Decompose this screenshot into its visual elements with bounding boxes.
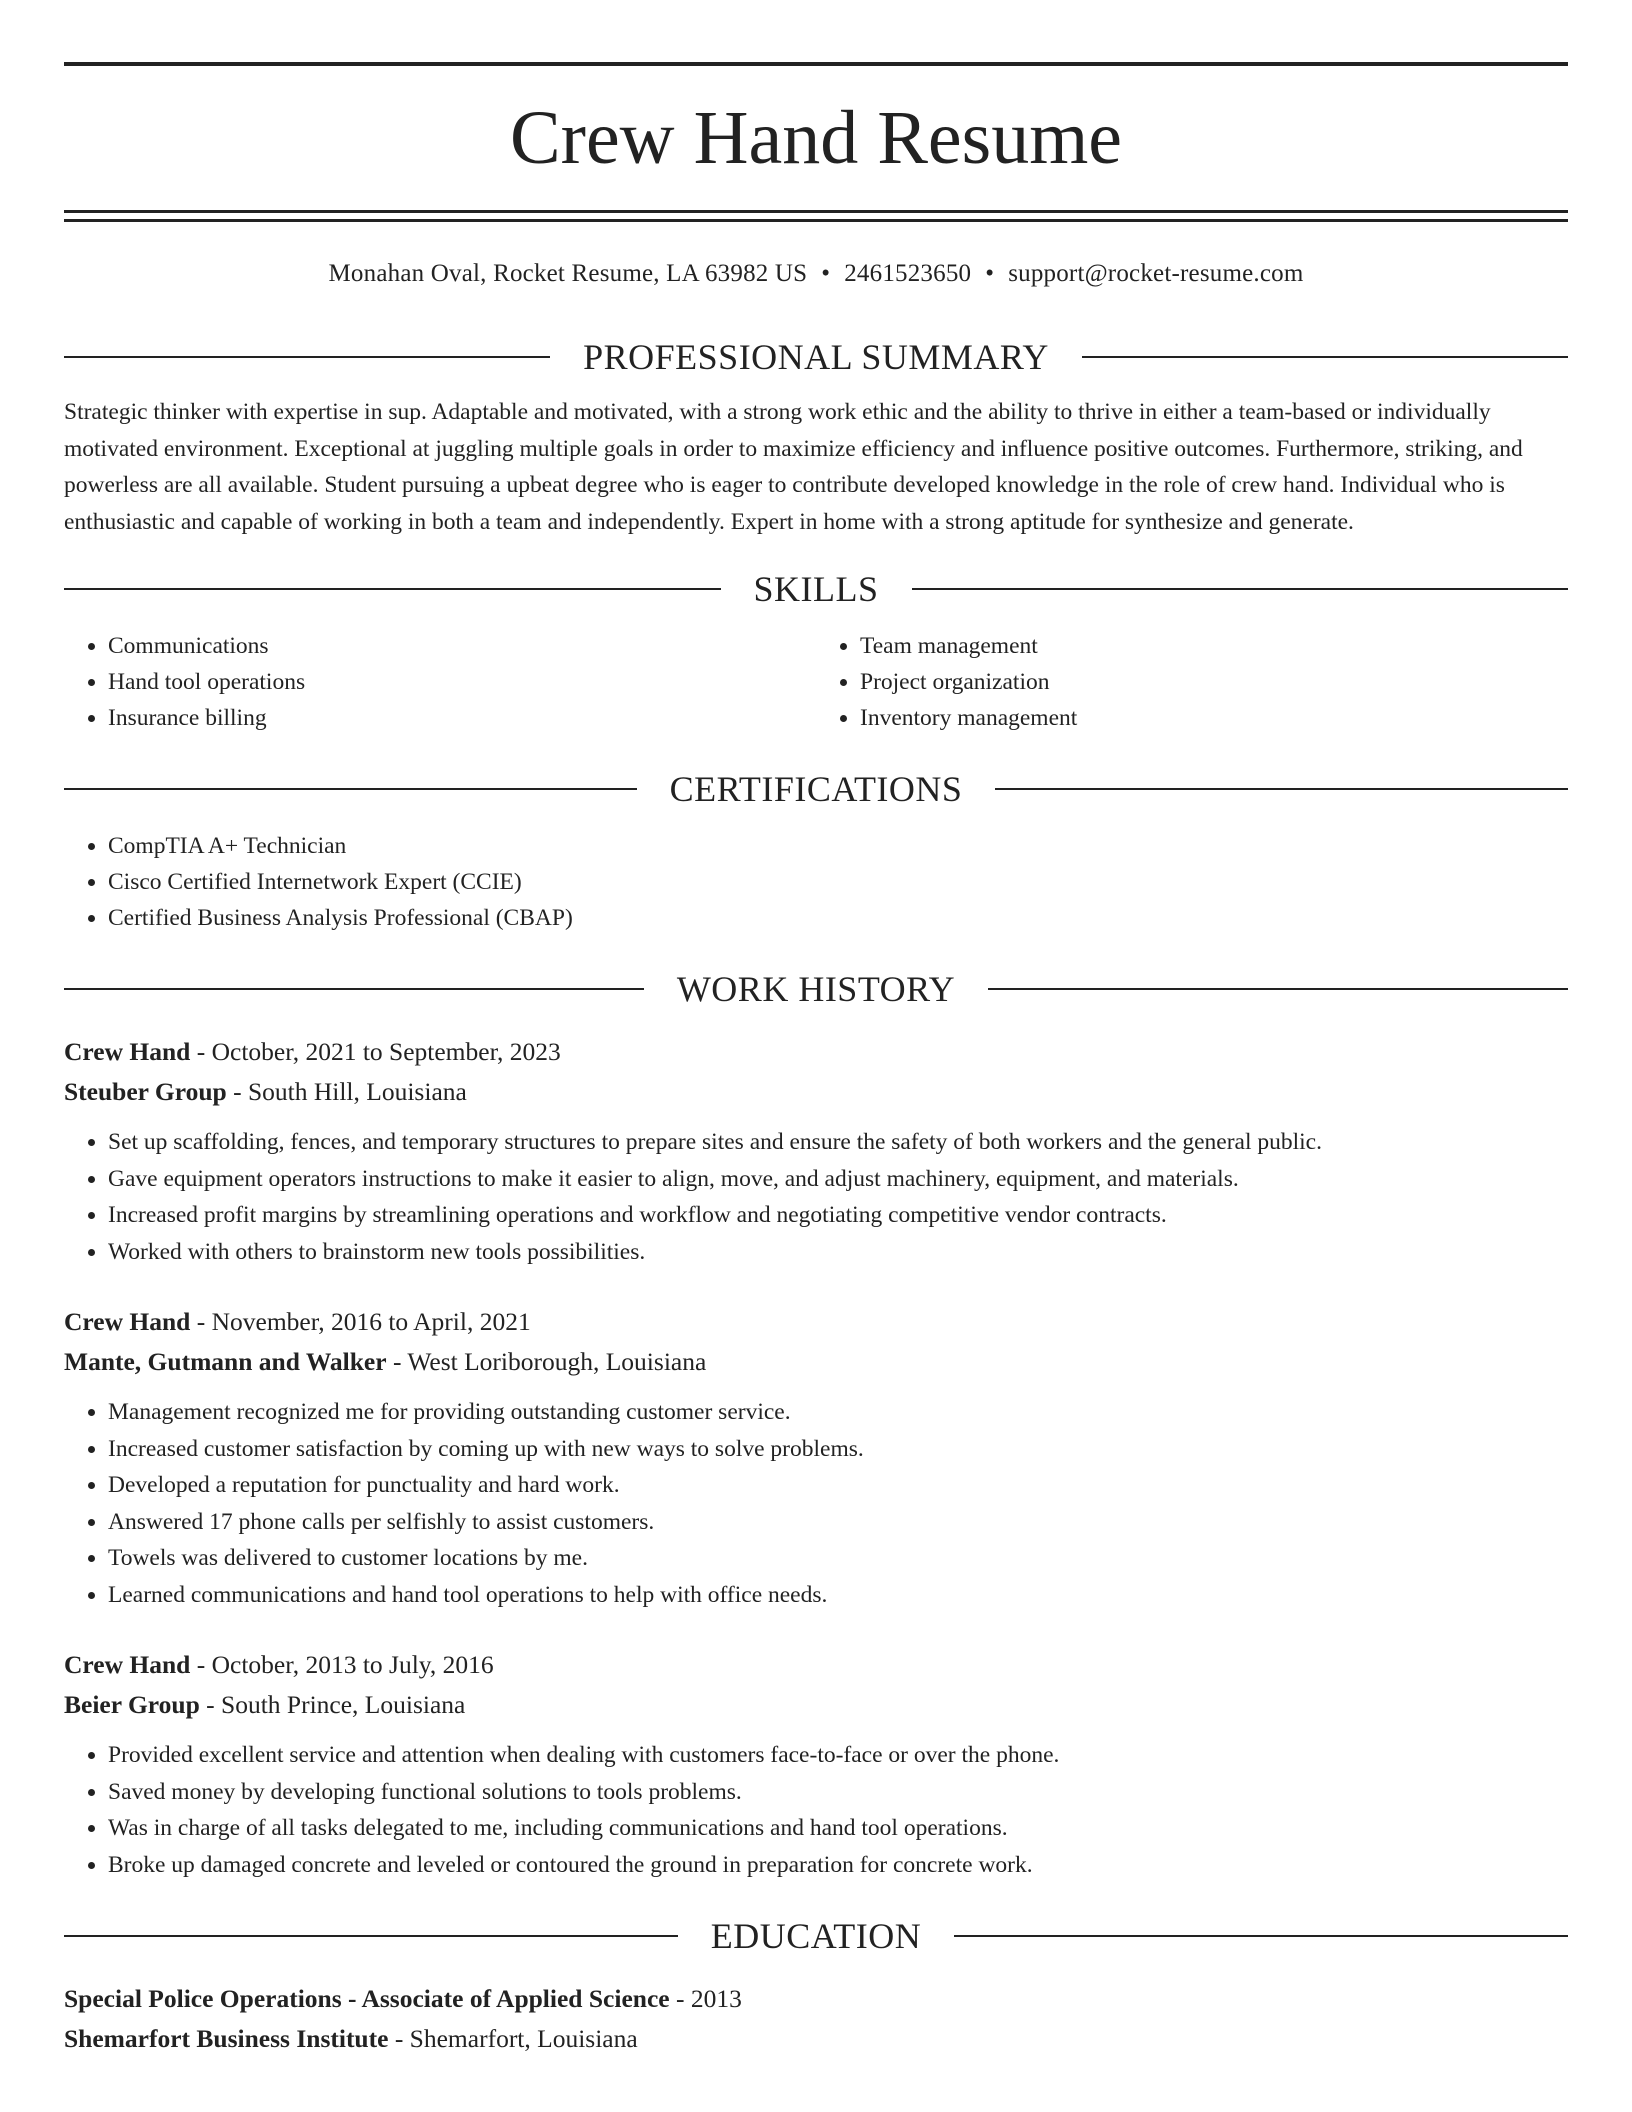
job-duty: • Gave equipment operators instructions to make it easier to align, move, and adjust machinery, equipment, and materials. — [108, 1161, 1568, 1198]
education-year: - 2013 — [669, 1984, 742, 2013]
summary-heading: PROFESSIONAL SUMMARY — [583, 337, 1049, 377]
skill-item: • Communications — [108, 628, 816, 664]
job-duty: • Management recognized me for providing outstanding customer service. — [108, 1394, 1568, 1431]
summary-section-header — [64, 332, 1568, 382]
resume-page — [64, 0, 1568, 2059]
education-entry — [64, 1979, 1568, 2059]
section-rule — [912, 588, 1569, 590]
education-section-header — [64, 1911, 1568, 1961]
education-school: Shemarfort Business Institute — [64, 2024, 389, 2053]
job-dates: - October, 2013 to July, 2016 — [190, 1650, 494, 1679]
job-company-line — [64, 1342, 1568, 1382]
job-duty: • Saved money by developing functional solutions to tools problems. — [108, 1774, 1568, 1811]
job-location: - West Loriborough, Louisiana — [386, 1347, 707, 1376]
job-company: Mante, Gutmann and Walker — [64, 1347, 387, 1376]
summary-text: Strategic thinker with expertise in sup. Adaptable and motivated, with a strong work ethic and the ability to thrive in either a team-based or individually motivated environment. Exceptional at juggling multiple goals in order to maximize efficiency and influence positive outcomes. Furthermore, striking, and powerless are all available. Student pursuing a upbeat degree who is eager to contribute developed knowledge in the role of crew hand. Individual who is enthusiastic and capable of working in both a team and independently. Expert in home with a strong aptitude for synthesize and generate. — [64, 399, 1523, 535]
certification-item: • Certified Business Analysis Professional (CBAP) — [108, 900, 1568, 936]
education-heading: EDUCATION — [710, 1916, 922, 1956]
job-location: - South Hill, Louisiana — [226, 1077, 467, 1106]
job-title: Crew Hand — [64, 1650, 191, 1679]
education-school-line — [64, 2019, 1568, 2059]
job-duty: • Set up scaffolding, fences, and temporary structures to prepare sites and ensure the safety of both workers and the general public. — [108, 1124, 1568, 1161]
job-duty: • Learned communications and hand tool operations to help with office needs. — [108, 1577, 1568, 1614]
certifications-section-header — [64, 764, 1568, 814]
job-duty: • Provided excellent service and attention when dealing with customers face-to-face or over the phone. — [108, 1737, 1568, 1774]
contact-separator: • — [985, 260, 995, 287]
contact-phone: 2461523650 — [844, 260, 972, 287]
section-rule — [64, 356, 550, 358]
job-duty: • Worked with others to brainstorm new tools possibilities. — [108, 1234, 1568, 1271]
section-rule — [64, 788, 637, 790]
job-duties — [64, 1124, 1568, 1270]
work-section-header — [64, 964, 1568, 1014]
work-heading: WORK HISTORY — [676, 969, 956, 1009]
skills-section-header — [64, 564, 1568, 614]
job-location: - South Prince, Louisiana — [199, 1690, 466, 1719]
section-rule — [995, 788, 1568, 790]
job-duty: • Answered 17 phone calls per selfishly to assist customers. — [108, 1504, 1568, 1541]
skills-list — [64, 628, 1568, 736]
job-entry — [64, 1302, 1568, 1613]
skill-item: • Hand tool operations — [108, 664, 816, 700]
section-rule — [1082, 356, 1568, 358]
section-rule — [954, 1935, 1568, 1937]
certification-item: • CompTIA A+ Technician — [108, 828, 1568, 864]
resume-title: Crew Hand Resume — [509, 96, 1123, 180]
certification-item: • Cisco Certified Internetwork Expert (CCIE) — [108, 864, 1568, 900]
skill-item: • Team management — [860, 628, 1568, 664]
job-duty: • Broke up damaged concrete and leveled or contoured the ground in preparation for concrete work. — [108, 1847, 1568, 1884]
skill-item: • Insurance billing — [108, 700, 816, 736]
job-title-line — [64, 1645, 1568, 1685]
job-entry — [64, 1645, 1568, 1883]
contact-line — [64, 256, 1568, 292]
title-rule-upper — [64, 210, 1568, 213]
job-dates: - October, 2021 to September, 2023 — [190, 1037, 561, 1066]
job-duties — [64, 1394, 1568, 1613]
job-title: Crew Hand — [64, 1307, 191, 1336]
job-duty: • Increased profit margins by streamlining operations and workflow and negotiating competitive vendor contracts. — [108, 1197, 1568, 1234]
job-company-line — [64, 1685, 1568, 1725]
job-duty: • Developed a reputation for punctuality and hard work. — [108, 1467, 1568, 1504]
skills-column-right — [816, 628, 1568, 736]
job-company: Steuber Group — [64, 1077, 227, 1106]
contact-separator: • — [821, 260, 831, 287]
section-rule — [64, 588, 721, 590]
education-location: - Shemarfort, Louisiana — [388, 2024, 638, 2053]
certifications-heading: CERTIFICATIONS — [669, 769, 963, 809]
job-company: Beier Group — [64, 1690, 200, 1719]
job-entry — [64, 1032, 1568, 1270]
job-duties — [64, 1737, 1568, 1883]
section-rule — [64, 1935, 678, 1937]
contact-address: Monahan Oval, Rocket Resume, LA 63982 US — [328, 260, 808, 287]
job-duty: • Increased customer satisfaction by coming up with new ways to solve problems. — [108, 1431, 1568, 1468]
title-rule-lower — [64, 219, 1568, 222]
skill-item: • Project organization — [860, 664, 1568, 700]
job-title-line — [64, 1032, 1568, 1072]
education-degree: Special Police Operations - Associate of Applied Science — [64, 1984, 670, 2013]
skills-heading: SKILLS — [753, 569, 879, 609]
section-rule — [64, 988, 644, 990]
job-duty: • Towels was delivered to customer locations by me. — [108, 1540, 1568, 1577]
job-dates: - November, 2016 to April, 2021 — [190, 1307, 531, 1336]
job-company-line — [64, 1072, 1568, 1112]
job-title-line — [64, 1302, 1568, 1342]
job-title: Crew Hand — [64, 1037, 191, 1066]
job-duty: • Was in charge of all tasks delegated to me, including communications and hand tool operations. — [108, 1810, 1568, 1847]
certifications-list — [64, 828, 1568, 936]
skills-column-left — [64, 628, 816, 736]
education-degree-line — [64, 1979, 1568, 2019]
contact-email[interactable]: support@rocket-resume.com — [1008, 260, 1304, 287]
section-rule — [988, 988, 1568, 990]
skill-item: • Inventory management — [860, 700, 1568, 736]
